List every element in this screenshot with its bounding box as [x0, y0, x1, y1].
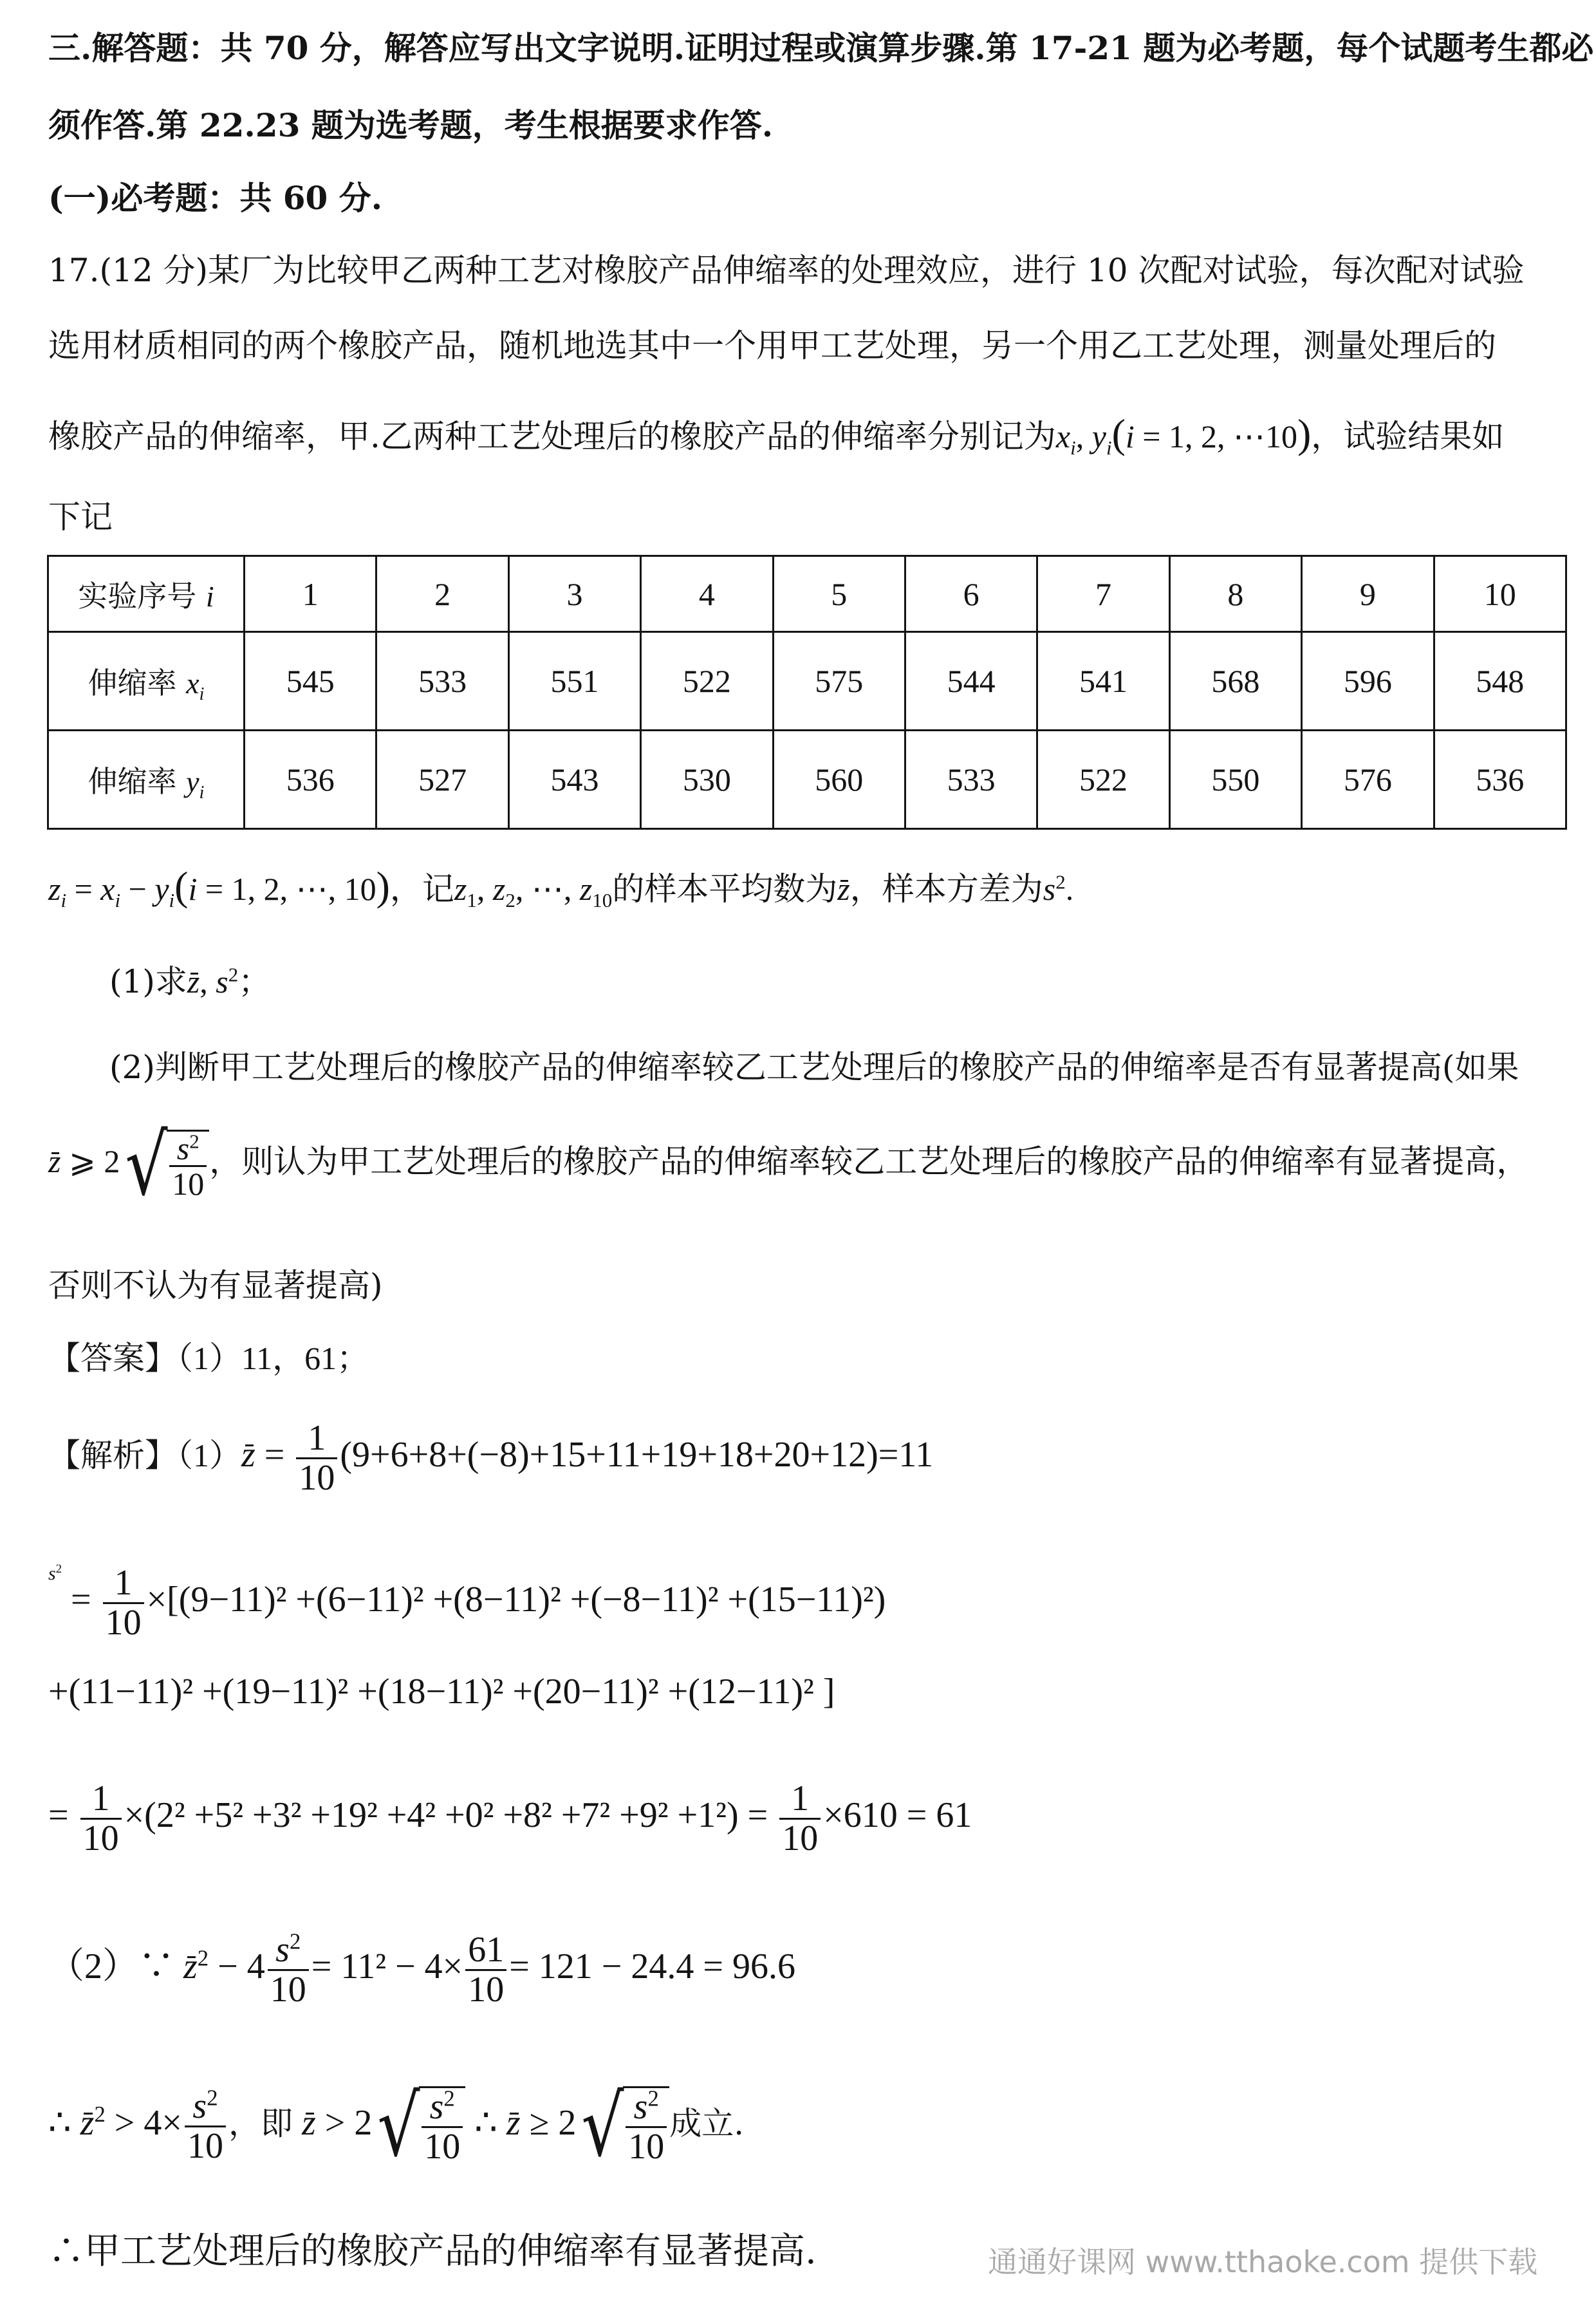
table-cell: 10 [1434, 556, 1566, 632]
table-cell: 576 [1302, 731, 1434, 829]
table-cell: 533 [376, 632, 508, 731]
table-cell: 551 [508, 632, 640, 731]
table-cell: 548 [1434, 632, 1566, 731]
table-cell: 7 [1037, 556, 1169, 632]
problem-line3-end: ，试验结果如 [1311, 418, 1505, 455]
part2-therefore: ∴ $z^2 > 4\times$ $\frac{s^2}{10}$ ，即 z > 2√ $\frac{s^2}{10}$ ∴ z ≥ 2√ $\frac{s^2}{10}$ 成立. [48, 2077, 745, 2175]
table-cell: 2 [376, 556, 508, 632]
table-cell: 533 [905, 731, 1037, 829]
table-cell: 536 [1434, 731, 1566, 829]
table-cell: 9 [1302, 556, 1434, 632]
problem-line4: 下记 [48, 498, 113, 536]
z-def-text-a: ，记 [389, 870, 454, 908]
problem-line3-text: 橡胶产品的伸缩率，甲.乙两种工艺处理后的橡胶产品的伸缩率分别记为 [48, 418, 1056, 455]
table-row-y [48, 731, 1566, 829]
table-cell: 4 [641, 556, 773, 632]
data-table [47, 555, 1567, 830]
answer-text: （1）11，61； [177, 1340, 369, 1376]
z-list: $z_1$, $z_2$, ⋯, $z_{10}$ [454, 871, 613, 911]
section-heading-line2: 须作答.第 22.23 题为选考题，考生根据要求作答. [48, 106, 774, 144]
table-cell: 522 [1037, 731, 1169, 829]
table-row-x [48, 632, 1566, 731]
variance-line3: = $\frac{1}{10}$ ×(2² +5² +3² +19² +4² +0² +8² +7² +9² +1²) = $\frac{1}{10}$ ×610 = 61 [48, 1779, 972, 1858]
watermark: 通通好课网 www.tthaoke.com 提供下载 [988, 2245, 1538, 2279]
table-cell: 1 [245, 556, 376, 632]
section-heading-line1: 三.解答题：共 70 分，解答应写出文字说明.证明过程或演算步骤.第 17-21 题为必考题，每个试题考生都必 [48, 29, 1594, 67]
table-cell: 541 [1037, 632, 1169, 731]
xy-notation: $x_i$, $y_i(i = 1$, 2, ⋯10) [1055, 411, 1312, 459]
section-subheading: (一)必考题：共 60 分. [48, 179, 383, 217]
table-cell: 527 [376, 731, 508, 829]
row-label-y: 伸缩率 $y_i$ [48, 731, 245, 829]
table-cell: 575 [773, 632, 905, 731]
question-2-line3: 否则不认为有显著提高) [48, 1267, 383, 1304]
part2-computation: （2）∵ $z^2 - 4$ $\frac{s^2}{10}$ = 11² − 4× $\frac{61}{10}$ = 121 − 24.4 = 96.6 [48, 1929, 795, 2010]
variance-line1: $^{s^2}$ = $\frac{1}{10}$ ×[(9−11)² +(6−11)² +(8−11)² +(−8−11)² +(15−11)²) [48, 1562, 886, 1643]
z-def-text-c: ，样本方差为 [849, 870, 1043, 908]
table-cell: 550 [1169, 731, 1301, 829]
table-cell: 543 [508, 731, 640, 829]
question-2-text: ，则认为甲工艺处理后的橡胶产品的伸缩率较乙工艺处理后的橡胶产品的伸缩率有显著提高， [209, 1143, 1529, 1181]
table-cell: 6 [905, 556, 1037, 632]
table-cell: 530 [641, 731, 773, 829]
row-label-index: 实验序号 i [48, 556, 245, 632]
row-label-x: 伸缩率 $x_i$ [48, 632, 245, 731]
table-cell: 536 [245, 731, 376, 829]
table-cell: 522 [641, 632, 773, 731]
table-cell: 544 [905, 632, 1037, 731]
z-bar: z [837, 871, 850, 907]
table-cell: 560 [773, 731, 905, 829]
table-row-index [48, 556, 1566, 632]
table-cell: 596 [1302, 632, 1434, 731]
z-def-text-b: 的样本平均数为 [612, 870, 838, 908]
table-cell: 5 [773, 556, 905, 632]
analysis-mean: 【解析】（1）z = $\frac{1}{10}$ (9+6+8+(−8)+15+11+19+18+20+12)=11 [48, 1418, 934, 1498]
analysis-label: 【解析】 [48, 1437, 177, 1475]
z-formula: $z_i = x_i - y_i(i = 1$, 2, ⋯, 10) [48, 863, 390, 911]
problem-line1: 17.(12 分)某厂为比较甲乙两种工艺对橡胶产品伸缩率的处理效应，进行 10 次配对试验，每次配对试验 [48, 252, 1525, 289]
s-squared: $s^2$. [1043, 870, 1074, 907]
answer-label: 【答案】 [48, 1340, 177, 1377]
problem-line3 [48, 411, 1548, 459]
variance-line2: +(11−11)² +(19−11)² +(18−11)² +(20−11)² +(12−11)² ] [48, 1672, 835, 1712]
criterion-formula: z ⩾ 2√ $\frac{s^2}{10}$ [48, 1143, 209, 1179]
z-definition [48, 863, 1548, 911]
answer-line [48, 1340, 1548, 1377]
table-cell: 8 [1169, 556, 1301, 632]
mean-expression: (9+6+8+(−8)+15+11+19+18+20+12)=11 [340, 1435, 934, 1475]
table-cell: 3 [508, 556, 640, 632]
problem-line2: 选用材质相同的两个橡胶产品，随机地选其中一个用甲工艺处理，另一个用乙工艺处理，测量处理后的 [48, 327, 1496, 364]
table-cell: 545 [245, 632, 376, 731]
table-cell: 568 [1169, 632, 1301, 731]
conclusion: ∴甲工艺处理后的橡胶产品的伸缩率有显著提高. [48, 2230, 817, 2272]
question-2-line1: (2)判断甲工艺处理后的橡胶产品的伸缩率较乙工艺处理后的橡胶产品的伸缩率是否有显著提高(如果 [109, 1049, 1519, 1086]
question-1: (1)求z, $s^2$； [109, 963, 271, 1000]
question-2-line2 [48, 1116, 1548, 1214]
